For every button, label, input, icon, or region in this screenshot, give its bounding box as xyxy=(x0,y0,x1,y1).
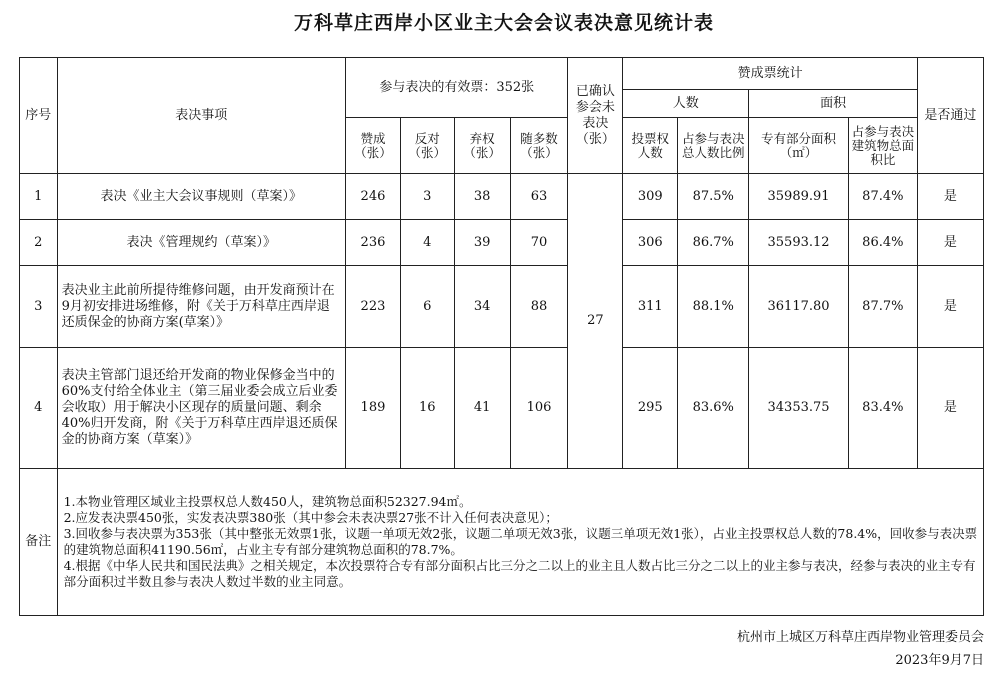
header-oppose: 反对（张） xyxy=(400,118,454,174)
notes-content xyxy=(57,469,983,616)
table-row xyxy=(20,348,984,469)
row-approve: 246 xyxy=(346,174,401,220)
row-pct-people: 83.6% xyxy=(678,348,749,469)
row-pct-people: 87.5% xyxy=(678,174,749,220)
vote-statistics-table xyxy=(19,57,984,616)
row-oppose: 6 xyxy=(400,266,454,348)
row-item: 表决业主此前所提待维修问题，由开发商预计在9月初安排进场维修，附《关于万科草庄西岸退还质保金的协商方案(草案）》 xyxy=(57,266,345,348)
row-approve: 236 xyxy=(346,220,401,266)
row-abstain: 38 xyxy=(454,174,510,220)
row-passed: 是 xyxy=(917,348,983,469)
row-seq: 2 xyxy=(20,220,58,266)
row-follow: 70 xyxy=(510,220,568,266)
row-follow: 63 xyxy=(510,174,568,220)
note-line: 2.应发表决票450张，实发表决票380张（其中参会未表决票27张不计入任何表决意见）； xyxy=(63,510,558,525)
table-row xyxy=(20,220,984,266)
header-valid-votes: 参与表决的有效票：352张 xyxy=(346,58,568,118)
header-row-1 xyxy=(20,58,984,90)
header-approve-stats: 赞成票统计 xyxy=(623,58,918,90)
table-row xyxy=(20,174,984,220)
row-pct-people: 86.7% xyxy=(678,220,749,266)
row-follow: 88 xyxy=(510,266,568,348)
row-item: 表决主管部门退还给开发商的物业保修金当中的60%支付给全体业主（第三届业委会成立后业委会收取）用于解决小区现存的质量问题、剩余40%归开发商，附《关于万科草庄西岸退还质保金的协商方案（草案）》 xyxy=(57,348,345,469)
row-passed: 是 xyxy=(917,220,983,266)
header-confirmed-absent: 已确认参会未表决（张） xyxy=(568,58,623,174)
header-voting-people: 投票权人数 xyxy=(623,118,678,174)
footer-date: 2023年9月7日 xyxy=(895,653,984,668)
row-pct-area: 86.4% xyxy=(848,220,917,266)
row-seq: 4 xyxy=(20,348,58,469)
row-oppose: 3 xyxy=(400,174,454,220)
row-item: 表决《管理规约（草案）》 xyxy=(57,220,345,266)
row-approve: 223 xyxy=(346,266,401,348)
row-seq: 1 xyxy=(20,174,58,220)
header-abstain: 弃权（张） xyxy=(454,118,510,174)
row-follow: 106 xyxy=(510,348,568,469)
row-pct-area: 87.4% xyxy=(848,174,917,220)
header-approve: 赞成（张） xyxy=(346,118,401,174)
row-abstain: 41 xyxy=(454,348,510,469)
notes-label: 备注 xyxy=(20,469,58,616)
header-people: 人数 xyxy=(623,90,749,118)
row-pct-area: 83.4% xyxy=(848,348,917,469)
header-follow-majority: 随多数（张） xyxy=(510,118,568,174)
page-title: 万科草庄西岸小区业主大会会议表决意见统计表 xyxy=(293,12,714,34)
header-area: 面积 xyxy=(749,90,918,118)
row-abstain: 34 xyxy=(454,266,510,348)
row-oppose: 4 xyxy=(400,220,454,266)
row-item: 表决《业主大会议事规则（草案）》 xyxy=(57,174,345,220)
row-people: 295 xyxy=(623,348,678,469)
header-item: 表决事项 xyxy=(57,58,345,174)
row-people: 309 xyxy=(623,174,678,220)
row-approve: 189 xyxy=(346,348,401,469)
note-line: 1.本物业管理区域业主投票权总人数450人，建筑物总面积52327.94㎡。 xyxy=(63,494,472,509)
row-area: 34353.75 xyxy=(749,348,849,469)
row-passed: 是 xyxy=(917,174,983,220)
row-passed: 是 xyxy=(917,266,983,348)
row-people: 306 xyxy=(623,220,678,266)
row-oppose: 16 xyxy=(400,348,454,469)
row-pct-people: 88.1% xyxy=(678,266,749,348)
row-area: 36117.80 xyxy=(749,266,849,348)
row-area: 35989.91 xyxy=(749,174,849,220)
header-pct-people: 占参与表决总人数比例 xyxy=(678,118,749,174)
row-pct-area: 87.7% xyxy=(848,266,917,348)
note-line: 3.回收参与表决票为353张（其中整张无效票1张，议题一单项无效2张，议题二单项无效3张，议题三单项无效1张），占业主投票权总人数的78.4%，回收参与表决票的建筑物总面积41190.56㎡，占业主专有部分建筑物总面积的78.7%。 xyxy=(63,526,978,557)
row-abstain: 39 xyxy=(454,220,510,266)
confirmed-absent-value: 27 xyxy=(568,174,623,469)
header-seq: 序号 xyxy=(20,58,58,174)
row-people: 311 xyxy=(623,266,678,348)
row-area: 35593.12 xyxy=(749,220,849,266)
header-exclusive-area: 专有部分面积（㎡） xyxy=(749,118,849,174)
footer-organization: 杭州市上城区万科草庄西岸物业管理委员会 xyxy=(736,630,984,645)
table-row xyxy=(20,266,984,348)
row-seq: 3 xyxy=(20,266,58,348)
notes-row xyxy=(20,469,984,616)
header-pct-area: 占参与表决建筑物总面积比 xyxy=(848,118,917,174)
note-line: 4.根据《中华人民共和国民法典》之相关规定，本次投票符合专有部分面积占比三分之二以上的业主且人数占比三分之二以上的业主参与表决，经参与表决的业主专有部分面积过半数且参与表决人数过半数的业主同意。 xyxy=(63,558,976,589)
header-passed: 是否通过 xyxy=(917,58,983,174)
